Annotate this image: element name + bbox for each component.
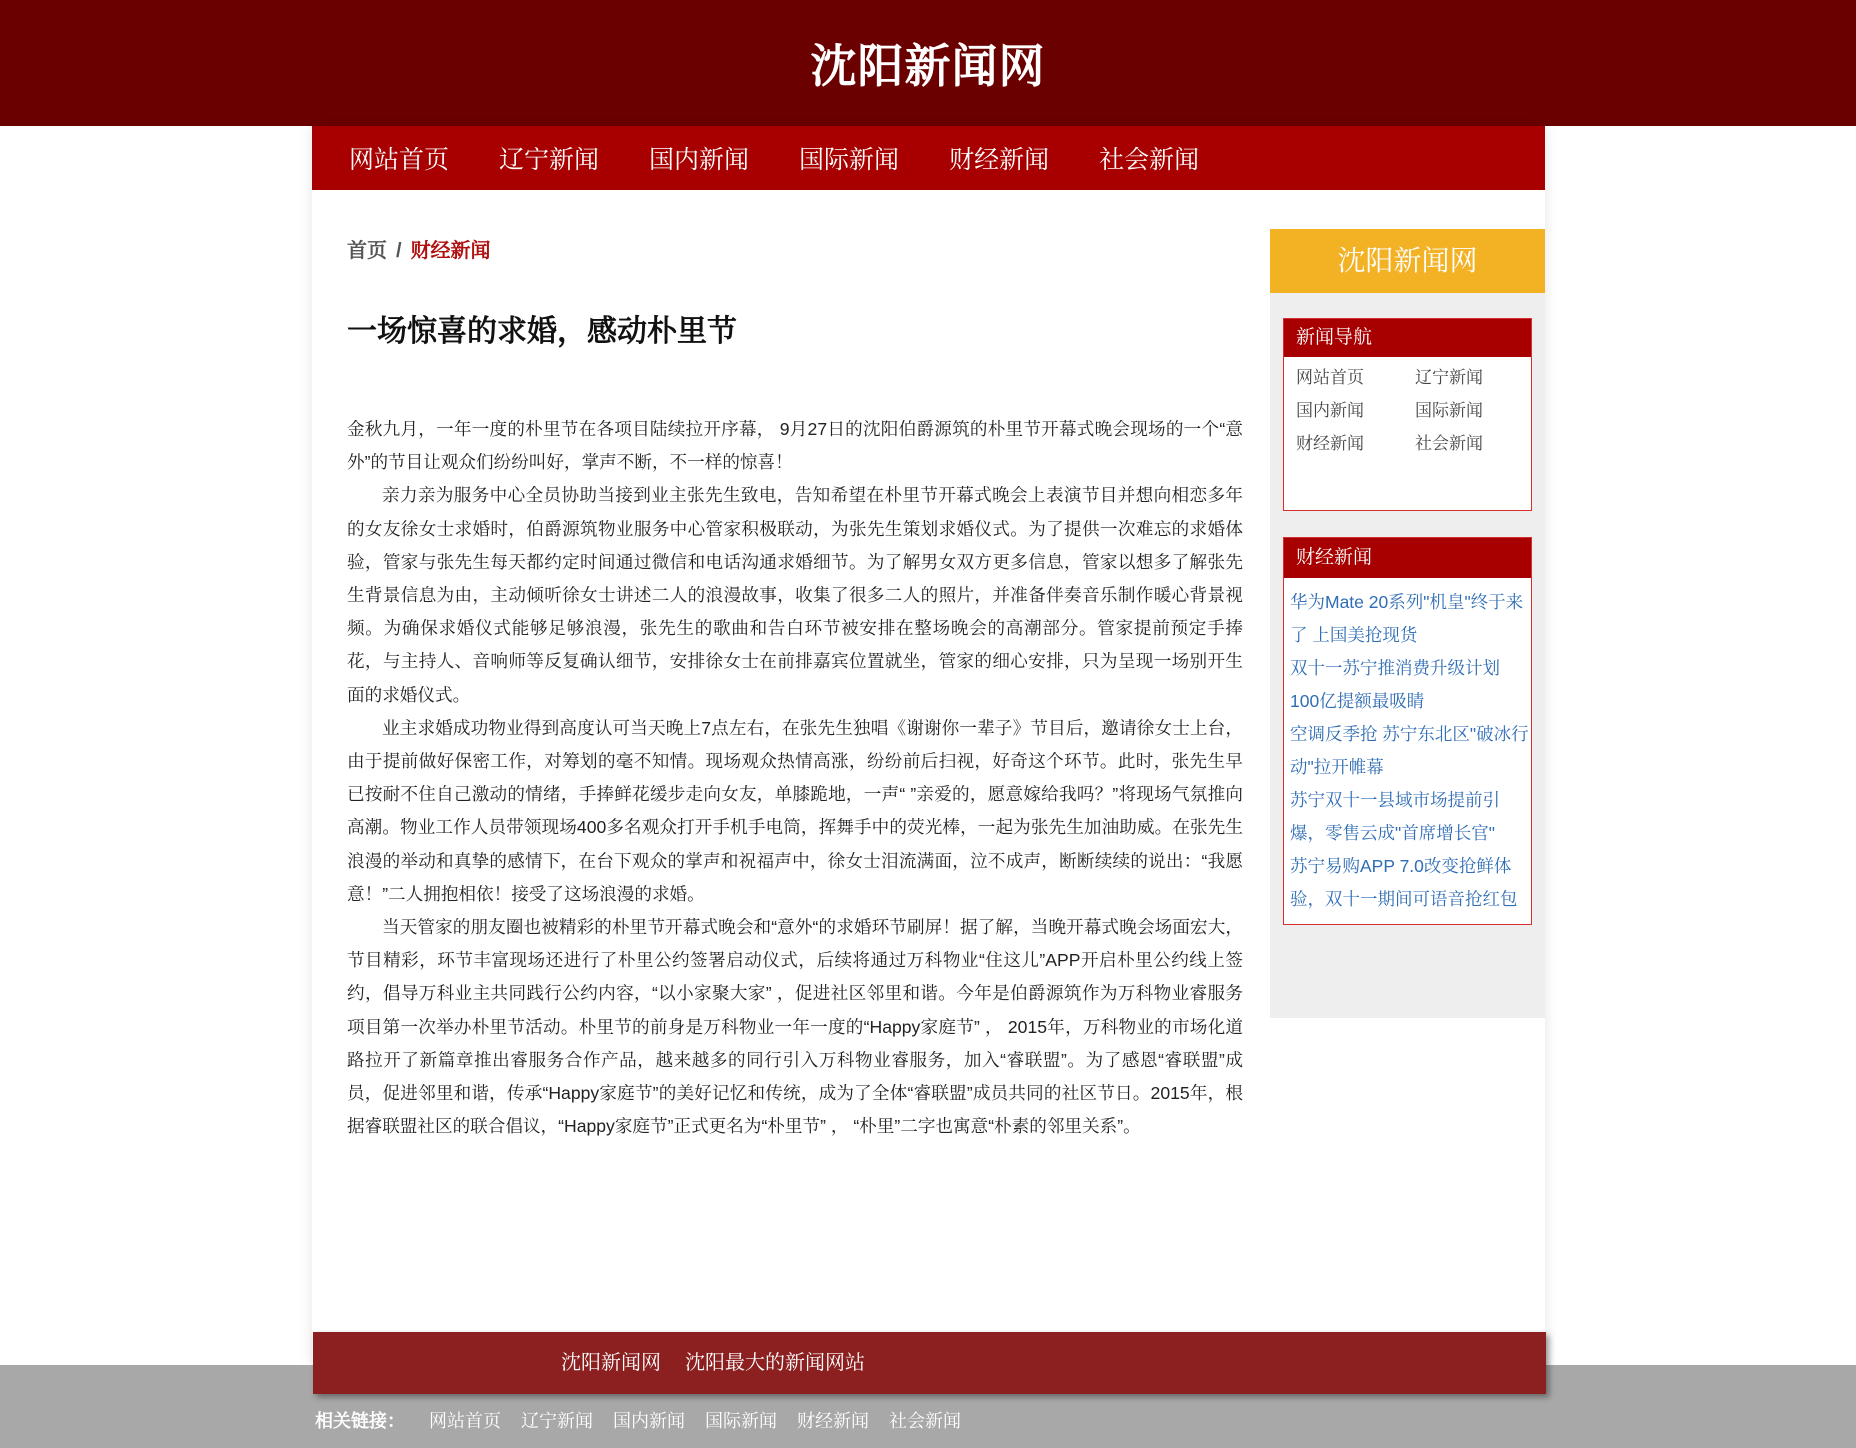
breadcrumb <box>347 234 491 263</box>
side-link-home[interactable]: 网站首页 <box>1296 368 1364 387</box>
related-link-society[interactable]: 社会新闻 <box>889 1411 961 1431</box>
finance-news-link-3[interactable]: 空调反季抢 苏宁东北区"破冰行动"拉开帷幕 <box>1290 724 1529 777</box>
breadcrumb-home[interactable]: 首页 <box>347 240 387 262</box>
finance-news-link-1[interactable]: 华为Mate 20系列"机皇"终于来了 上国美抢现货 <box>1290 592 1524 645</box>
finance-news-box <box>1283 537 1532 925</box>
sidebar-title: 沈阳新闻网 <box>1270 229 1545 293</box>
side-link-liaoning[interactable]: 辽宁新闻 <box>1415 368 1483 387</box>
footer-bar <box>313 1332 1546 1394</box>
top-header <box>0 0 1856 126</box>
breadcrumb-current[interactable]: 财经新闻 <box>410 240 491 262</box>
related-link-international[interactable]: 国际新闻 <box>705 1411 777 1431</box>
related-link-finance[interactable]: 财经新闻 <box>797 1411 869 1431</box>
news-nav-grid <box>1284 357 1531 460</box>
related-link-home[interactable]: 网站首页 <box>429 1411 501 1431</box>
side-link-society[interactable]: 社会新闻 <box>1415 434 1483 453</box>
article-title: 一场惊喜的求婚，感动朴里节 <box>347 315 737 348</box>
breadcrumb-separator: / <box>396 240 402 262</box>
finance-news-title: 财经新闻 <box>1284 538 1531 578</box>
related-links-label: 相关链接： <box>315 1411 405 1431</box>
article-paragraph-1: 金秋九月，一年一度的朴里节在各项目陆续拉开序幕， 9月27日的沈阳伯爵源筑的朴里节开幕式晚会现场的一个“意外”的节目让观众们纷纷叫好，掌声不断，不一样的惊喜！ <box>347 419 1243 473</box>
side-link-international[interactable]: 国际新闻 <box>1415 401 1483 420</box>
related-link-liaoning[interactable]: 辽宁新闻 <box>521 1411 593 1431</box>
footer-site-name: 沈阳新闻网 <box>561 1352 661 1374</box>
footer-slogan: 沈阳最大的新闻网站 <box>685 1352 865 1374</box>
article-paragraph-2: 亲力亲为服务中心全员协助当接到业主张先生致电，告知希望在朴里节开幕式晚会上表演节目并想向相恋多年的女友徐女士求婚时，伯爵源筑物业服务中心管家积极联动，为张先生策划求婚仪式。为了提供一次难忘的求婚体验，管家与张先生每天都约定时间通过微信和电话沟通求婚细节。为了解男女双方更多信息，管家以想多了解张先生背景信息为由，主动倾听徐女士讲述二人的浪漫故事，收集了很多二人的照片，并准备伴奏音乐制作暖心背景视频。为确保求婚仪式能够足够浪漫，张先生的歌曲和告白环节被安排在整场晚会的高潮部分。管家提前预定手捧花，与主持人、音响师等反复确认细节，安排徐女士在前排嘉宾位置就坐，管家的细心安排，只为呈现一场别开生面的求婚仪式。 <box>347 485 1243 705</box>
article-paragraph-4: 当天管家的朋友圈也被精彩的朴里节开幕式晚会和“意外“的求婚环节刷屏！据了解，当晚开幕式晚会场面宏大，节目精彩，环节丰富现场还进行了朴里公约签署启动仪式，后续将通过万科物业“住这儿”APP开启朴里公约线上签约，倡导万科业主共同践行公约内容，“以小家聚大家” ，促进社区邻里和谐。今年是伯爵源筑作为万科物业睿服务项目第一次举办朴里节活动。朴里节的前身是万科物业一年一度的“Happy家庭节” ， 2015年，万科物业的市场化道路拉开了新篇章推出睿服务合作产品，越来越多的同行引入万科物业睿服务，加入“睿联盟”。为了感恩“睿联盟”成员，促进邻里和谐，传承“Happy家庭节”的美好记忆和传统，成为了全体“睿联盟”成员共同的社区节日。2015年，根据睿联盟社区的联合倡议，“Happy家庭节”正式更名为“朴里节” ， “朴里”二字也寓意“朴素的邻里关系”。 <box>347 917 1243 1137</box>
side-link-domestic[interactable]: 国内新闻 <box>1296 401 1364 420</box>
nav-item-home[interactable]: 网站首页 <box>349 146 450 174</box>
side-link-finance[interactable]: 财经新闻 <box>1296 434 1364 453</box>
nav-item-finance[interactable]: 财经新闻 <box>949 146 1050 174</box>
finance-news-link-4[interactable]: 苏宁双十一县域市场提前引爆，零售云成"首席增长官" <box>1290 790 1500 843</box>
finance-news-link-5[interactable]: 苏宁易购APP 7.0改变抢鲜体验，双十一期间可语音抢红包 <box>1290 856 1518 909</box>
nav-item-society[interactable]: 社会新闻 <box>1099 146 1200 174</box>
site-title: 沈阳新闻网 <box>810 40 1046 92</box>
article-body <box>347 413 1243 1143</box>
news-nav-box <box>1283 318 1532 511</box>
finance-news-list <box>1284 578 1531 916</box>
news-nav-title: 新闻导航 <box>1284 319 1531 357</box>
nav-item-liaoning[interactable]: 辽宁新闻 <box>499 146 600 174</box>
article-paragraph-3: 业主求婚成功物业得到高度认可当天晚上7点左右，在张先生独唱《谢谢你一辈子》节目后，邀请徐女士上台，由于提前做好保密工作，对筹划的毫不知情。现场观众热情高涨，纷纷前后扫视，好奇这个环节。此时，张先生早已按耐不住自己激动的情绪，手捧鲜花缓步走向女友，单膝跪地，一声“ ”亲爱的，愿意嫁给我吗？”将现场气氛推向高潮。物业工作人员带领现场400多名观众打开手机手电筒，挥舞手中的荧光棒，一起为张先生加油助威。在张先生浪漫的举动和真挚的感情下，在台下观众的掌声和祝福声中，徐女士泪流满面，泣不成声，断断续续的说出：“我愿意！”二人拥抱相依！接受了这场浪漫的求婚。 <box>347 717 1243 904</box>
related-links <box>315 1407 981 1433</box>
main-nav <box>312 126 1545 190</box>
nav-item-domestic[interactable]: 国内新闻 <box>649 146 750 174</box>
finance-news-link-2[interactable]: 双十一苏宁推消费升级计划 100亿提额最吸睛 <box>1290 658 1500 711</box>
sidebar <box>1270 229 1545 1018</box>
nav-item-international[interactable]: 国际新闻 <box>799 146 900 174</box>
related-link-domestic[interactable]: 国内新闻 <box>613 1411 685 1431</box>
